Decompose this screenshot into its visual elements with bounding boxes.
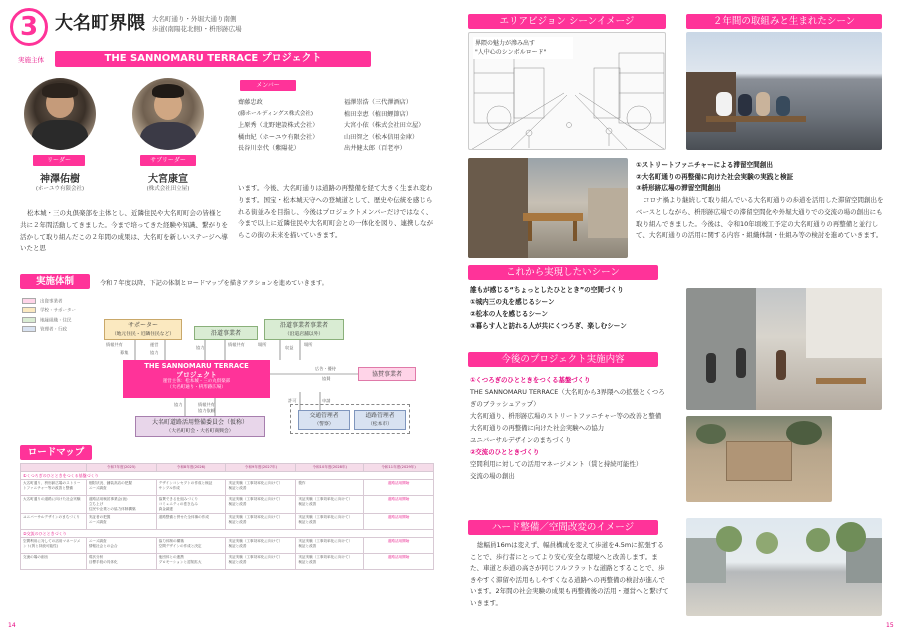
roadmap-item: 空間利用に対しての活用マネージメント(賃と持続可能性) bbox=[21, 538, 87, 554]
member: 大宮小依（株式会社田立屋） bbox=[344, 122, 425, 130]
roadmap-cell: 実証実験（工事効率化に向けて） 検証と改善 bbox=[226, 514, 296, 530]
roadmap-row bbox=[21, 554, 434, 570]
org-connector-label: 情報共有 bbox=[106, 342, 123, 347]
roadmap-table-wrap bbox=[20, 463, 434, 570]
org-connector-label: 場所 bbox=[258, 342, 267, 347]
intro-text: 松本城・三の丸倶楽部を主体とし、近隣住民や大名町町会の皆様と共に２年間活動してきました。今まで培ってきた経験や知識、繋がりを活かして取り組んだこの２年間の成果は、大名町を新しいステージへ導いたと思 bbox=[20, 209, 228, 253]
two-years-photo bbox=[686, 32, 882, 150]
implementer-label: 実施主体 bbox=[18, 56, 44, 64]
roadmap-cell: 協力体制の構築 空間デザインの作成と決定 bbox=[156, 538, 226, 554]
roadmap-cell: 実証実験（工事効率化に向けて） 検証と改善 bbox=[296, 496, 364, 514]
roadmap-cell: 実証実験（工事効率化に向けて） 検証と改善 bbox=[226, 496, 296, 514]
plan-item: 大名町通りの再整備に向けた社会実験への協力 bbox=[470, 424, 605, 432]
right-page bbox=[450, 0, 900, 635]
achievements-text: コロナ禍より継続して取り組んでいる大名町通りの歩道を活用した滞留空間創出をベースとしながら、枡形跡広場での滞留空間化や外堀大通りでの交流の場の創出にも取り組んできました。今後は、令和10年頃竣工予定の大名町通りの再整備と並行して、大名町通りの活用に関する内容・組織体制・仕組み等の検討を進めていきます。 bbox=[636, 196, 884, 240]
org-sponsor: 協賛事業者 bbox=[358, 367, 416, 381]
roadmap-row bbox=[21, 514, 434, 530]
roadmap-status: 道路活用開始 bbox=[364, 496, 434, 514]
org-label: 実施体制 bbox=[20, 274, 90, 289]
roadmap-item: 大名町通りの道路に向けた社会実験 bbox=[21, 496, 87, 514]
org-connector-label: 協力依頼 bbox=[198, 408, 215, 413]
roadmap-row bbox=[21, 480, 434, 496]
plan-item: 交流の場の創出 bbox=[470, 472, 515, 480]
member: 出井健太郎（百老亭） bbox=[344, 145, 406, 153]
legend-item: 地縁組織・住民 bbox=[40, 318, 72, 324]
subleader-name: 大宮康宣 bbox=[148, 174, 188, 185]
hard-label: ハード整備／空間改変のイメージ bbox=[468, 520, 658, 535]
section-number: 3 bbox=[19, 12, 39, 42]
future-item: 誰もが感じる“ちょっとしたひととき”の空間づくり bbox=[470, 286, 624, 294]
member: (藤ホールディングス株式会社) bbox=[238, 110, 314, 117]
legend-item: 学校・サポーター bbox=[40, 308, 76, 314]
org-connector-label: 情報共有 bbox=[198, 402, 215, 407]
roadmap-item: 大名町通り、枡形跡広場のストリートファニチャー等の改善と整備 bbox=[21, 480, 87, 496]
roadmap-cell: 実証実験（工事効率化に向けて） 検証と改善 bbox=[226, 554, 296, 570]
roadmap-cell: 道路活用検討事業会(仮) 立ち上げ 住民や企業との協力体制構築 bbox=[86, 496, 156, 514]
org-police: 交通管理者 （警察） bbox=[298, 410, 350, 430]
roadmap-cell: 現状分析 目標手段の具体化 bbox=[86, 554, 156, 570]
future-list bbox=[470, 284, 627, 332]
page-number: 14 bbox=[8, 622, 16, 629]
org-core: THE SANNOMARU TERRACE プロジェクト 運営主体：松本城・三の丸倶楽部 （大名町通り・枡形跡広場） bbox=[123, 360, 270, 398]
roadmap-status: 道路活用開始 bbox=[364, 480, 434, 496]
roadmap-cell: 協賛できる仕組みづくり コミュニティの巻き込み 資金調達 bbox=[156, 496, 226, 514]
roadmap-group: ①くつろぎのひとときをつくる基盤づくり bbox=[21, 472, 434, 480]
leader-label: リーダー bbox=[33, 155, 85, 166]
roadmap-status: 道路活用開始 bbox=[364, 514, 434, 530]
org-council: 大名町道路活用整備委員会（仮称） （大名町町会・大名町商興会） bbox=[135, 416, 265, 437]
member: 齋藤忠政 bbox=[238, 99, 263, 106]
roadmap-status: 道路活用開始 bbox=[364, 538, 434, 554]
event-photo bbox=[686, 288, 882, 410]
roadmap-item: ユニバーサルデザインのまちづくり bbox=[21, 514, 87, 530]
subleader-org: (株式会社田立屋) bbox=[146, 186, 190, 192]
member: 山田智之（松本信用金庫） bbox=[344, 133, 419, 141]
roadmap-row bbox=[21, 538, 434, 554]
roadmap-cell: 実証実験（工事効率化に向けて） 検証と改善 bbox=[226, 480, 296, 496]
plan-list bbox=[470, 374, 666, 482]
org-road: 道路管理者 （松本市） bbox=[354, 410, 406, 430]
member: 長谷川幸代（紫陽花） bbox=[238, 145, 300, 153]
future-item: ②松本の人を感じるシーン bbox=[470, 310, 548, 318]
members-label: メンバー bbox=[240, 80, 296, 91]
project-title: THE SANNOMARU TERRACE プロジェクト bbox=[55, 51, 371, 67]
vision-label: エリアビジョン シーンイメージ bbox=[468, 14, 666, 29]
two-years-label: ２年間の取組みと生まれたシーン bbox=[686, 14, 882, 29]
roadmap-cell: 実証実験（工事効率化に向けて） 検証と改善 bbox=[296, 554, 364, 570]
area-line-1: 大名町通り・外堀大通り南側 bbox=[152, 15, 237, 23]
achievement-item: ②大名町通りの再整備に向けた社会実験の実践と検証 bbox=[636, 172, 794, 181]
org-connector-label: 運営 bbox=[150, 342, 159, 347]
org-supporter: サポーター （地元住民・近隣住民など） bbox=[104, 319, 182, 340]
subleader-label: サブリーダー bbox=[140, 155, 196, 166]
org-connector-label: 許可 bbox=[288, 398, 297, 403]
future-label: これから実現したいシーン bbox=[468, 265, 658, 280]
intro-text-2: います。今後、大名町通りは道路の再整備を経て大きく生まれ変わります。国宝・松本城天守への登城道として、歴史や伝統を感じられる街並みを目指し、今後はプロジェクトメンバーだけではなく、今まで以上に近隣住民や大名町町会との一体化を図り、連携しながらこの街の未来を描いていきます。 bbox=[238, 184, 433, 240]
plan-heading: ②交流のひとときづくり bbox=[470, 448, 540, 456]
roadmap-status: 道路活用開始 bbox=[364, 554, 434, 570]
org-connector-label: 情報共有 bbox=[228, 342, 245, 347]
achievements-list bbox=[636, 160, 793, 195]
roadmap-cell: 製作 bbox=[296, 480, 364, 496]
org-partners: 沿道事業者 bbox=[194, 326, 258, 340]
roadmap-cell: ニーズ調査 情報社会との会合 bbox=[86, 538, 156, 554]
vision-sketch bbox=[468, 32, 666, 150]
page-number: 15 bbox=[886, 622, 894, 629]
future-item: ③暮らす人と訪れる人が共にくつろぎ、楽しむシーン bbox=[470, 322, 627, 330]
member: 上原秀（北野建設株式会社） bbox=[238, 122, 319, 130]
roadmap-header-row: 令和7年度(2025) 令和8年度(2026) 令和9年度(2027年) 令和10年度(2028年) 令和11年度(2029年) bbox=[21, 464, 434, 472]
leader-org: (ホーユウ有限会社) bbox=[35, 186, 85, 192]
roadmap-cell: 削財状況、鋪装高店の把握 ニーズ調査 bbox=[86, 480, 156, 496]
plan-label: 今後のプロジェクト実施内容 bbox=[468, 352, 658, 367]
redesign-render bbox=[686, 518, 882, 616]
org-connector-label: 協力 bbox=[150, 350, 159, 355]
plan-item: 空間利用に対しての活用マネージメント（賃と持続可能性） bbox=[470, 460, 643, 468]
org-connector-label: 申請 bbox=[322, 398, 331, 403]
org-connector-label: 協賛 bbox=[322, 376, 331, 381]
member: 橘由紀（ホーユウ有限会社） bbox=[238, 133, 319, 141]
furniture-photo bbox=[468, 158, 628, 258]
roadmap-cell: 実証者の把握 ニーズ調査 bbox=[86, 514, 156, 530]
plaza-photo bbox=[686, 416, 832, 502]
member: 福澤崇浩（三代澤酒店） bbox=[344, 99, 413, 106]
plan-item: THE SANNOMARU TERRACE（大名町から3界隈への拡張とくつろぎのブラッシュアップ） bbox=[470, 388, 665, 408]
area-line-2: 歩道(南陽花北側)・枡形跡広場 bbox=[152, 25, 242, 33]
org-connector-label: 協力 bbox=[196, 345, 205, 350]
org-desc: 令和７年度以降、下記の体制とロードマップを描きアクションを進めていきます。 bbox=[100, 280, 328, 287]
roadmap-cell: 実証実験（工事効率化に向けて） 検証と改善 bbox=[296, 514, 364, 530]
roadmap-cell: デザインコンセプトの作成と検証 サンプル作成 bbox=[156, 480, 226, 496]
roadmap-group: ②交流のひとときづくり bbox=[21, 530, 434, 538]
org-connector-label: 場所 bbox=[304, 342, 313, 347]
plan-item: 大名町通り、枡形跡広場のストリートファニチャー等の改善と整備 bbox=[470, 412, 662, 420]
roadmap-cell: 実証実験（工事効率化に向けて） 検証と改善 bbox=[296, 538, 364, 554]
roadmap-cell: 道路整備と併せた全体像の作成 bbox=[156, 514, 226, 530]
legend-item: 管理者・行政 bbox=[40, 327, 67, 333]
plan-item: ユニバーサルデザインのまちづくり bbox=[470, 436, 572, 444]
org-connector-label: 収益 bbox=[285, 345, 294, 350]
member: 植田幸恵（植田鯉節店） bbox=[344, 110, 413, 118]
achievement-item: ①ストリートファニチャーによる滞留空間創出 bbox=[636, 161, 773, 169]
roadmap-row bbox=[21, 496, 434, 514]
org-connector-label: 協力 bbox=[174, 402, 183, 407]
roadmap-label: ロードマップ bbox=[20, 445, 92, 460]
roadmap-item: 交流の場の創出 bbox=[21, 554, 87, 570]
org-connector-label: 広告・優待 bbox=[315, 366, 336, 371]
section-title: 大名町界隈 bbox=[55, 13, 145, 34]
org-connector-label: 募集 bbox=[120, 350, 129, 355]
achievement-item: ③枡形跡広場の滞留空間創出 bbox=[636, 184, 721, 192]
future-item: ①城内三の丸を感じるシーン bbox=[470, 298, 555, 306]
legend-item: 出資事業者 bbox=[40, 299, 63, 305]
leader-name: 神澤佑樹 bbox=[40, 174, 80, 185]
roadmap-table bbox=[20, 463, 434, 570]
vision-caption: 界隈の魅力が滲み出す "人中心のシンボルロード" bbox=[473, 37, 573, 59]
org-partners-2: 沿道事業者事業者 （沿道店舗以外） bbox=[264, 319, 344, 340]
hard-text: 総幅員16mは変えず、幅員構成を変えて歩道を4.5mに拡張することで、歩行者にとってより安心安全な環境へと改善します。また、車道と歩道の高さが同じフルフラットな道路とすることで、歩きやすく滞留や活用もしやすくなる道路への再整備の検討が進んでいます。2年間の社会実験の成果も再整備後の活用・運営へと繋げていきます。 bbox=[470, 541, 669, 607]
roadmap-cell: 実証実験（工事効率化に向けて） 検証と改善 bbox=[226, 538, 296, 554]
plan-heading: ①くつろぎのひとときをつくる基盤づくり bbox=[470, 376, 591, 384]
roadmap-cell: 他団体との連携 プロモーションと認知拡大 bbox=[156, 554, 226, 570]
